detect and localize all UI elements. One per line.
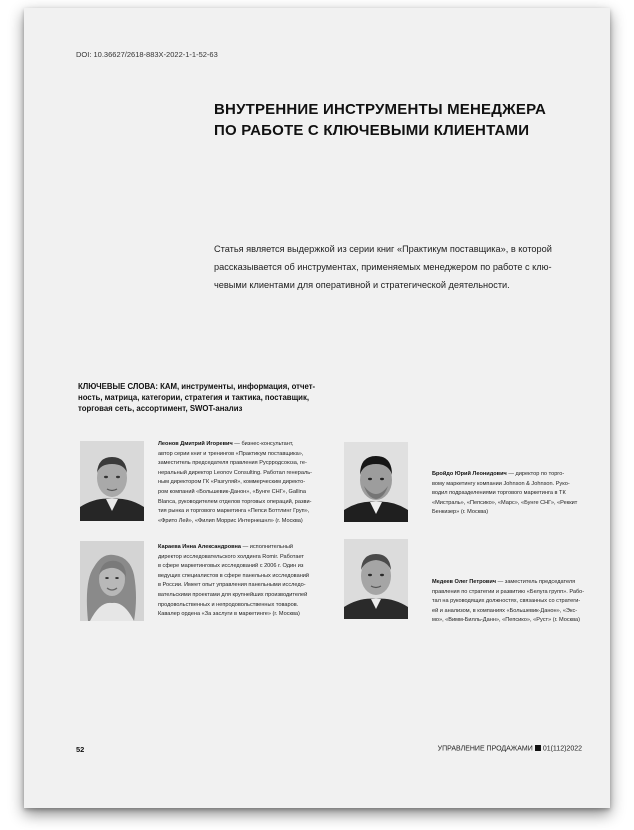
lead-line: чевыми клиентами для оперативной и стратегической деятельности. [214, 280, 510, 290]
author-bio-broido: Бройдо Юрий Леонидович — директор по торго- вому маркетингу компании Johnson & Johnson. Руко- водил подразделениями торгового маркетинга в ТК «Мистраль», «Пепсико», «Марс», «Бунге СНГ», «Реккит Бенкизер» (г. Москва) [432, 471, 578, 516]
author-name: Леонов Дмитрий Игоревич [158, 441, 233, 447]
keywords-line: торговая сеть, ассортимент, SWOT-анализ [78, 404, 243, 413]
author-name: Караева Инна Александровна [158, 544, 242, 550]
keywords-line: ность, матрица, категории, стратегия и тактика, поставщик, [78, 393, 310, 402]
author-bio-medeev: Медеев Олег Петрович — заместитель председателя правления по стратегии и развитию «Белуга групп». Рабо- тал на руководящих должностях, связанных со стратеги- ей и анализом, в компаниях «Большевик-Данон», «Экс- мо», «Вимм-Билль-Данн», «Пепсико», «Руст» (г. Москва) [432, 579, 585, 624]
title-line: ВНУТРЕННИЕ ИНСТРУМЕНТЫ МЕНЕДЖЕРА [214, 101, 547, 118]
author-photo-leonov [80, 441, 144, 521]
keywords-line: КЛЮЧЕВЫЕ СЛОВА: КАМ, инструменты, информация, отчет- [78, 382, 316, 391]
author-name: Медеев Олег Петрович [432, 579, 497, 585]
author-photo-medeev [344, 539, 408, 619]
author-bio-leonov: Леонов Дмитрий Игоревич — бизнес-консультант, автор серии книг и тренингов «Практикум поставщика», заместитель председателя правления Русpродсоюза, ге- неральный директор Leonov Consulting. Работал генераль- ным директором ГК «Разгуляй», коммерческим директо- ром компаний «Большевик-Данон», «Бунге СНГ», Gallina Blanca, руководителем отделов торговых операций, разви- тия рынка и торгового маркетинга «Пепси Боттлинг Груп», «Фрито Лей», «Филип Моррис Интернешнл» (г. Москва) [158, 441, 312, 524]
author-name: Бройдо Юрий Леонидович [432, 471, 507, 477]
author-photo-karaeva [80, 541, 144, 621]
journal-page [24, 8, 610, 808]
lead-line: рассказывается об инструментах, применяемых менеджером по работе с клю- [214, 262, 552, 272]
keywords [78, 381, 328, 414]
author-bio-karaeva: Караева Инна Александровна — исполнительный директор исследовательского холдинга Romir. Работает в сфере маркетинговых исследований с 2006 г. Один из ведущих специалистов в сфере панельных исследований в России. Имеет опыт управления панельными исследо- вательскими проектами для крупнейших производителей продовольственных и непродовольственных товаров. Кавалер ордена «За заслуги в маркетинге» (г. Москва) [158, 544, 310, 618]
article-lead [214, 240, 600, 294]
square-separator-icon [535, 745, 541, 751]
page-number: 52 [76, 745, 85, 754]
title-line: ПО РАБОТЕ С КЛЮЧЕВЫМИ КЛИЕНТАМИ [214, 122, 530, 139]
journal-footer [438, 745, 582, 753]
lead-line: Статья является выдержкой из серии книг «Практикум поставщика», в которой [214, 244, 552, 254]
journal-issue: 01(112)2022 [542, 745, 582, 753]
journal-name: УПРАВЛЕНИЕ ПРОДАЖАМИ [437, 745, 533, 753]
author-photo-broido [344, 442, 408, 522]
article-title [214, 99, 594, 141]
doi: DOI: 10.36627/2618-883X-2022-1-1-52-63 [76, 50, 218, 59]
